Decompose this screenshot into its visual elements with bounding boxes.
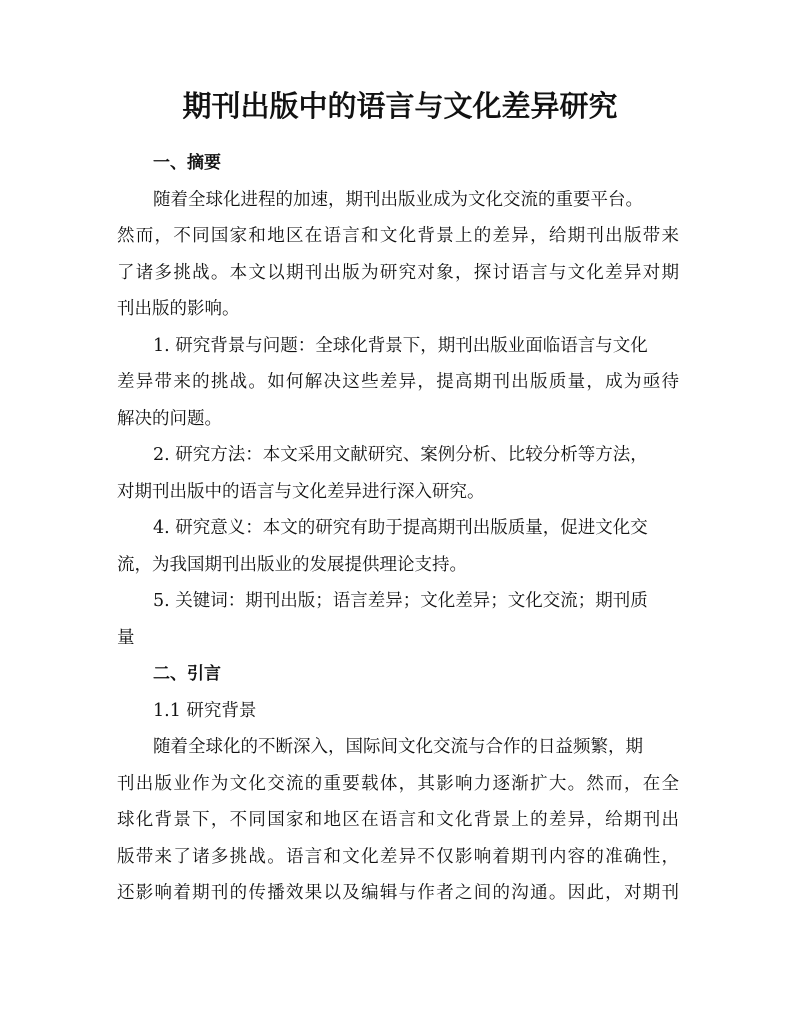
list-item-line: 2. 研究方法：本文采用文献研究、案例分析、比较分析等方法， (153, 445, 648, 465)
document-body (117, 145, 679, 912)
paragraph-line: 版带来了诸多挑战。语言和文化差异不仅影响着期刊内容的准确性， (117, 846, 679, 867)
subsection-heading: 1.1 研究背景 (153, 700, 257, 721)
list-item-line: 流，为我国期刊出版业的发展提供理论支持。 (117, 554, 467, 575)
paragraph-line: 还影响着期刊的传播效果以及编辑与作者之间的沟通。因此，对期刊 (117, 883, 679, 903)
paragraph-line: 然而，不同国家和地区在语言和文化背景上的差异，给期刊出版带来 (117, 226, 679, 246)
paragraph-line: 随着全球化进程的加速，期刊出版业成为文化交流的重要平台。 (153, 189, 643, 210)
section-heading-introduction: 二、引言 (153, 664, 221, 684)
paragraph-line: 随着全球化的不断深入，国际间文化交流与合作的日益频繁，期 (153, 737, 643, 757)
list-item-line: 4. 研究意义：本文的研究有助于提高期刊出版质量，促进文化交 (153, 518, 648, 538)
paragraph-line: 刊出版业作为文化交流的重要载体，其影响力逐渐扩大。然而，在全 (117, 773, 679, 794)
page-title: 期刊出版中的语言与文化差异研究 (182, 89, 618, 123)
section-heading-abstract: 一、摘要 (153, 153, 221, 173)
list-item-line: 解决的问题。 (117, 408, 222, 429)
paragraph-line: 球化背景下，不同国家和地区在语言和文化背景上的差异，给期刊出 (117, 810, 679, 830)
list-item-line: 对期刊出版中的语言与文化差异进行深入研究。 (117, 481, 485, 502)
list-item-line: 量 (117, 627, 135, 648)
paragraph-line: 了诸多挑战。本文以期刊出版为研究对象，探讨语言与文化差异对期 (117, 262, 679, 283)
paragraph-line: 刊出版的影响。 (117, 299, 240, 319)
list-item-line: 差异带来的挑战。如何解决这些差异，提高期刊出版质量，成为亟待 (117, 372, 679, 392)
list-item-line: 5. 关键词：期刊出版；语言差异；文化差异；文化交流；期刊质 (153, 591, 648, 611)
list-item-line: 1. 研究背景与问题：全球化背景下，期刊出版业面临语言与文化 (153, 335, 648, 356)
